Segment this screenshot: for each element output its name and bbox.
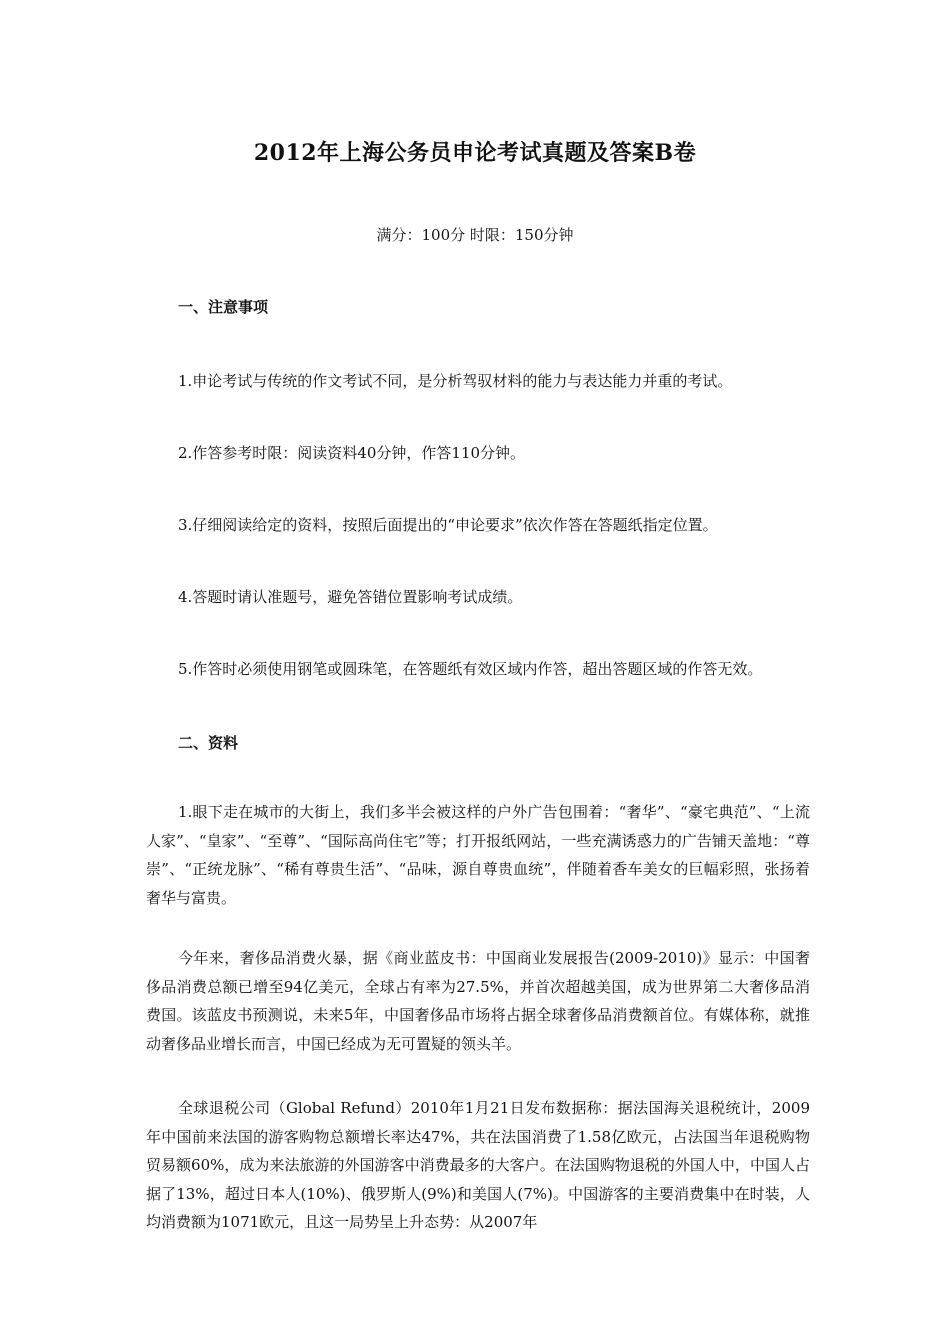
note-item: 2.作答参考时限：阅读资料40分钟，作答110分钟。 [178, 444, 526, 462]
section-heading-notes: 一、注意事项 [178, 298, 269, 316]
note-item: 5.作答时必须使用钢笔或圆珠笔，在答题纸有效区域内作答，超出答题区域的作答无效。 [178, 660, 763, 678]
note-item: 1.申论考试与传统的作文考试不同，是分析驾驭材料的能力与表达能力并重的考试。 [178, 372, 733, 390]
material-paragraph: 全球退税公司（Global Refund）2010年1月21日发布数据称：据法国海关退税统计，2009年中国前来法国的游客购物总额增长率达47%，共在法国消费了1.58亿欧元，占法国当年退税购物贸易额60%，成为来法旅游的外国游客中消费最多的大客户。在法国购物退税的外国人中，中国人占据了13%，超过日本人(10%)、俄罗斯人(9%)和美国人(7%)。中国游客的主要消费集中在时装，人均消费额为1071欧元，且这一局势呈上升态势：从2007年 [146, 1099, 810, 1231]
note-item: 4.答题时请认准题号，避免答错位置影响考试成绩。 [178, 588, 523, 606]
material-paragraph: 今年来，奢侈品消费火暴，据《商业蓝皮书：中国商业发展报告(2009-2010)》显示：中国奢侈品消费总额已增至94亿美元，全球占有率为27.5%，并首次超越美国，成为世界第二大奢侈品消费国。该蓝皮书预测说，未来5年，中国奢侈品市场将占据全球奢侈品消费额首位。有媒体称，就推动奢侈品业增长而言，中国已经成为无可置疑的领头羊。 [146, 949, 810, 1053]
document-title: 2012年上海公务员申论考试真题及答案B卷 [253, 140, 697, 166]
section-heading-materials: 二、资料 [178, 734, 239, 752]
note-item: 3.仔细阅读给定的资料，按照后面提出的“申论要求”依次作答在答题纸指定位置。 [178, 516, 718, 534]
exam-info: 满分：100分 时限：150分钟 [376, 226, 574, 244]
material-paragraph: 1.眼下走在城市的大街上，我们多半会被这样的户外广告包围着：“奢华”、“豪宅典范”、“上流人家”、“皇家”、“至尊”、“国际高尚住宅”等；打开报纸网站，一些充满诱惑力的广告铺天盖地：“尊崇”、“正统龙脉”、“稀有尊贵生活”、“品味，源自尊贵血统”，伴随着香车美女的巨幅彩照，张扬着奢华与富贵。 [146, 803, 810, 907]
